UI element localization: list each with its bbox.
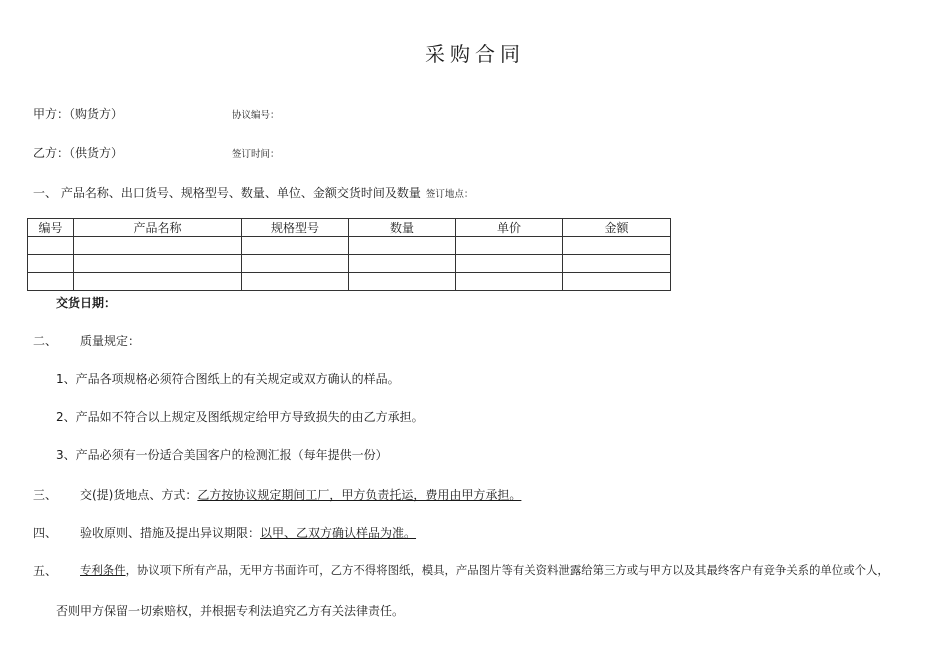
patent-clause-text: ，协议项下所有产品，无甲方书面许可，乙方不得将图纸，模具，产品图片等有关资料泄露给第三方或与甲方以及其最终客户有竞争关系的单位或个人，	[125, 563, 889, 577]
table-cell[interactable]	[242, 237, 349, 255]
table-cell[interactable]	[456, 255, 563, 273]
table-cell[interactable]	[456, 237, 563, 255]
acceptance-label: 验收原则、措施及提出异议期限：	[80, 526, 261, 540]
section-3-number: 三、	[33, 488, 58, 502]
party-a-label: 甲方：（购货方）	[33, 107, 124, 121]
header-spec: 规格型号	[242, 219, 349, 237]
section-2-title: 质量规定：	[80, 334, 141, 348]
section-1-heading	[33, 182, 473, 201]
header-product-name: 产品名称	[74, 219, 242, 237]
section-2-number: 二、	[33, 334, 58, 348]
quality-item-3: 3、产品必须有一份适合美国客户的检测汇报（每年提供一份）	[56, 448, 388, 462]
table-cell[interactable]	[563, 273, 671, 291]
table-cell[interactable]	[242, 273, 349, 291]
delivery-date-label: 交货日期：	[56, 296, 117, 310]
section-4-number: 四、	[33, 526, 58, 540]
quality-item-1: 1、产品各项规格必须符合图纸上的有关规定或双方确认的样品。	[56, 372, 400, 386]
header-quantity: 数量	[349, 219, 456, 237]
table-cell[interactable]	[349, 273, 456, 291]
header-number: 编号	[28, 219, 74, 237]
delivery-place-value: 乙方按协议规定期间工厂，甲方负责托运，费用由甲方承担。	[197, 488, 522, 502]
acceptance-value: 以甲、乙双方确认样品为准。	[260, 526, 417, 540]
patent-clause-continuation: 否则甲方保留一切索赔权，并根据专利法追究乙方有关法律责任。	[56, 604, 405, 618]
delivery-place-label: 交(提)货地点、方式：	[80, 488, 198, 502]
table-row	[28, 255, 671, 273]
table-cell[interactable]	[28, 237, 74, 255]
table-cell[interactable]	[28, 273, 74, 291]
section-4-line	[80, 524, 416, 541]
patent-clause-label: 专利条件	[80, 563, 126, 577]
signing-time-label: 签订时间：	[232, 149, 280, 160]
table-row	[28, 237, 671, 255]
section-5-number: 五、	[33, 564, 58, 578]
table-header-row	[28, 219, 671, 237]
table-cell[interactable]	[563, 237, 671, 255]
document-title: 采购合同	[425, 42, 525, 66]
table-cell[interactable]	[74, 255, 242, 273]
section-1-text: 一、 产品名称、出口货号、规格型号、数量、单位、金额交货时间及数量	[33, 186, 421, 200]
party-b-label: 乙方：（供货方）	[33, 146, 124, 160]
header-amount: 金额	[563, 219, 671, 237]
signing-place-label: 签订地点：	[425, 189, 474, 200]
section-5-line	[80, 562, 889, 578]
table-cell[interactable]	[563, 255, 671, 273]
product-table	[27, 218, 671, 291]
table-cell[interactable]	[74, 237, 242, 255]
section-3-line	[80, 486, 521, 503]
table-cell[interactable]	[349, 237, 456, 255]
quality-item-2: 2、产品如不符合以上规定及图纸规定给甲方导致损失的由乙方承担。	[56, 410, 424, 424]
table-cell[interactable]	[349, 255, 456, 273]
table-cell[interactable]	[456, 273, 563, 291]
table-cell[interactable]	[28, 255, 74, 273]
contract-number-label: 协议编号：	[232, 110, 280, 121]
header-unit-price: 单价	[456, 219, 563, 237]
table-cell[interactable]	[74, 273, 242, 291]
table-row	[28, 273, 671, 291]
table-cell[interactable]	[242, 255, 349, 273]
